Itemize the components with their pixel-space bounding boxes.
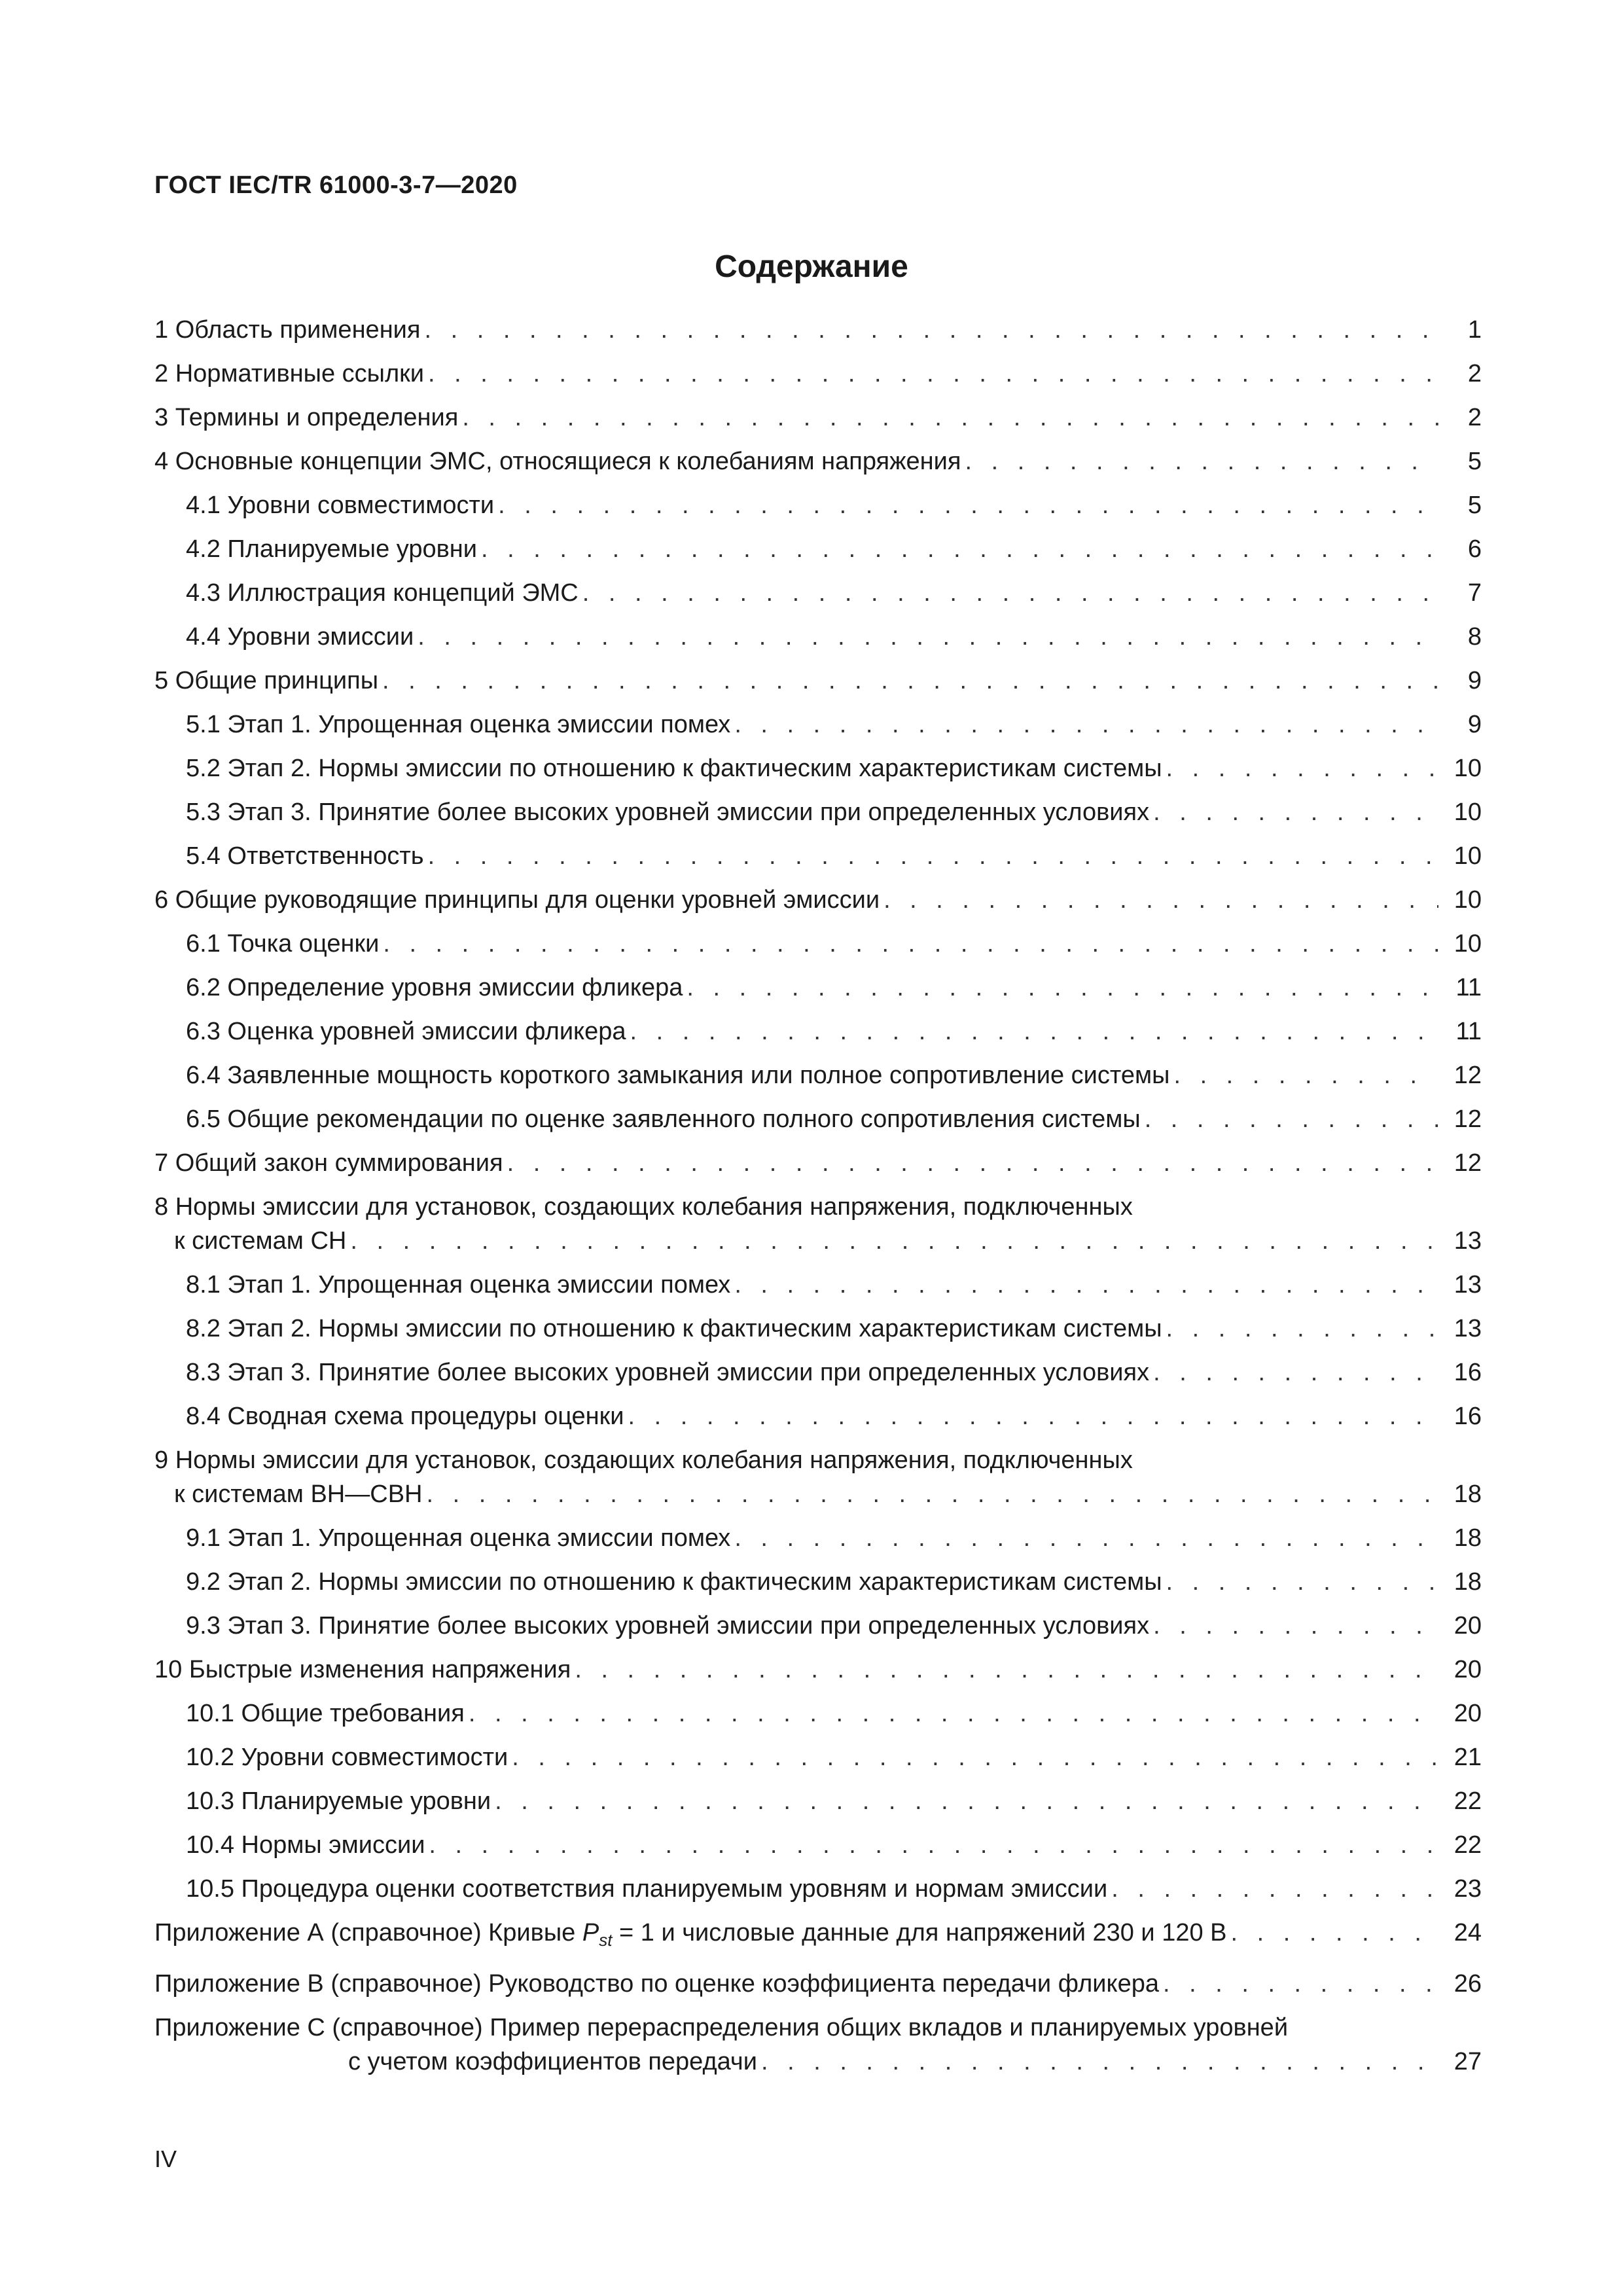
toc-page-number: 6	[1467, 535, 1482, 563]
toc-page-number: 10	[1454, 798, 1482, 826]
toc-entry-text: Приложение С (справочное) Пример перераспределения общих вкладов и планируемых уровней	[154, 2014, 1289, 2041]
toc-entry-text: 9.3 Этап 3. Принятие более высоких уровней эмиссии при определенных условиях	[186, 1612, 1150, 1640]
dot-leader	[1166, 751, 1438, 785]
dot-leader	[1153, 1609, 1438, 1643]
dot-leader	[350, 1224, 1438, 1258]
toc-entry[interactable]	[154, 927, 1482, 961]
page-number: IV	[154, 2145, 177, 2172]
toc-entry-text: 6.3 Оценка уровней эмиссии фликера	[186, 1018, 626, 1045]
dot-leader	[582, 576, 1438, 610]
toc-entry[interactable]	[154, 708, 1482, 742]
toc-entry-text: 6.5 Общие рекомендации по оценке заявленного полного сопротивления системы	[186, 1105, 1141, 1133]
toc-entry[interactable]	[154, 532, 1482, 566]
toc-entry[interactable]	[154, 971, 1482, 1005]
toc-entry-text: 7 Общий закон суммирования	[154, 1149, 503, 1177]
toc-page-number: 22	[1454, 1787, 1482, 1815]
toc-entry[interactable]	[154, 1443, 1482, 1511]
toc-entry-text: 9.2 Этап 2. Нормы эмиссии по отношению к фактическим характеристикам системы	[186, 1568, 1162, 1596]
dot-leader	[734, 1268, 1438, 1302]
dot-leader	[428, 357, 1438, 391]
toc-entry[interactable]	[154, 1355, 1482, 1390]
toc-entry-text: 3 Термины и определения	[154, 404, 459, 431]
toc-page-number: 24	[1454, 1919, 1482, 1946]
dot-leader	[462, 401, 1438, 435]
toc-entry[interactable]	[154, 1102, 1482, 1136]
toc-page-number: 13	[1454, 1315, 1482, 1342]
toc-page-number: 18	[1454, 1568, 1482, 1596]
dot-leader	[734, 1521, 1438, 1555]
document-code: ГОСТ IEC/TR 61000-3-7—2020	[154, 171, 518, 199]
toc-entry[interactable]	[154, 401, 1482, 435]
toc-page-number: 12	[1454, 1062, 1482, 1089]
toc-entry-text: 5.1 Этап 1. Упрощенная оценка эмиссии помех	[186, 711, 731, 738]
toc-entry-text: 2 Нормативные ссылки	[154, 360, 424, 387]
toc-title: Содержание	[715, 249, 908, 284]
toc-entry-text: 5 Общие принципы	[154, 667, 378, 694]
toc-entry[interactable]	[154, 1828, 1482, 1862]
dot-leader	[498, 488, 1438, 522]
toc-page-number: 12	[1454, 1149, 1482, 1177]
dot-leader	[512, 1740, 1438, 1774]
toc-page-number: 18	[1454, 1524, 1482, 1552]
toc-page-number: 11	[1455, 974, 1482, 1001]
table-of-contents	[154, 313, 1482, 2089]
toc-entry[interactable]	[154, 1399, 1482, 1433]
dot-leader	[883, 883, 1438, 917]
toc-page-number: 8	[1467, 623, 1482, 651]
toc-entry-text: 6.2 Определение уровня эмиссии фликера	[186, 974, 683, 1001]
toc-page-number: 5	[1467, 492, 1482, 519]
toc-entry[interactable]	[154, 444, 1482, 478]
toc-page-number: 7	[1467, 579, 1482, 607]
toc-entry[interactable]	[154, 620, 1482, 654]
toc-entry[interactable]	[154, 1014, 1482, 1049]
toc-page-number: 10	[1454, 930, 1482, 958]
toc-page-number: 10	[1454, 886, 1482, 914]
toc-entry[interactable]	[154, 1565, 1482, 1599]
toc-page-number: 1	[1467, 316, 1482, 344]
dot-leader	[1153, 1355, 1438, 1390]
dot-leader	[426, 1477, 1438, 1511]
dot-leader	[1153, 795, 1438, 829]
toc-page-number: 16	[1454, 1403, 1482, 1430]
toc-entry-text: 10.1 Общие требования	[186, 1700, 465, 1727]
dot-leader	[1231, 1916, 1438, 1950]
toc-entry[interactable]	[154, 576, 1482, 610]
toc-entry-text: 8.2 Этап 2. Нормы эмиссии по отношению к фактическим характеристикам системы	[186, 1315, 1162, 1342]
toc-entry-text: 8.3 Этап 3. Принятие более высоких уровней эмиссии при определенных условиях	[186, 1359, 1150, 1386]
dot-leader	[628, 1399, 1438, 1433]
toc-entry-text: 10.2 Уровни совместимости	[186, 1744, 508, 1771]
dot-leader	[424, 313, 1438, 347]
dot-leader	[382, 664, 1438, 698]
dot-leader	[495, 1784, 1438, 1818]
dot-leader	[687, 971, 1438, 1005]
toc-entry[interactable]	[154, 1058, 1482, 1092]
toc-entry[interactable]	[154, 1609, 1482, 1643]
toc-entry-text: 6.4 Заявленные мощность короткого замыкания или полное сопротивление системы	[186, 1062, 1170, 1089]
dot-leader	[575, 1653, 1438, 1687]
toc-entry[interactable]	[154, 1312, 1482, 1346]
toc-page-number: 22	[1454, 1831, 1482, 1859]
toc-entry-text: 4.4 Уровни эмиссии	[186, 623, 414, 651]
toc-entry-text: 4.3 Иллюстрация концепций ЭМС	[186, 579, 579, 607]
variable-p: P	[582, 1919, 599, 1946]
toc-entry[interactable]	[154, 313, 1482, 347]
toc-entry-text	[154, 1916, 1227, 1957]
toc-page-number: 23	[1454, 1875, 1482, 1903]
toc-page-number: 26	[1454, 1970, 1482, 1998]
toc-entry-text: 9 Нормы эмиссии для установок, создающих колебания напряжения, подключенных	[154, 1446, 1133, 1474]
toc-entry[interactable]	[154, 1784, 1482, 1818]
toc-entry[interactable]	[154, 1268, 1482, 1302]
toc-entry-text: 10.3 Планируемые уровни	[186, 1787, 491, 1815]
toc-page-number: 9	[1467, 667, 1482, 694]
dot-leader	[1166, 1312, 1438, 1346]
toc-entry[interactable]	[154, 1521, 1482, 1555]
toc-entry-text: Приложение В (справочное) Руководство по оценке коэффициента передачи фликера	[154, 1970, 1159, 1998]
dot-leader	[1166, 1565, 1438, 1599]
toc-entry-text: 10 Быстрые изменения напряжения	[154, 1656, 571, 1683]
toc-entry-text: 10.5 Процедура оценки соответствия планируемым уровням и нормам эмиссии	[186, 1875, 1108, 1903]
dot-leader	[428, 839, 1438, 873]
dot-leader	[1111, 1872, 1438, 1906]
toc-entry-text: 4.2 Планируемые уровни	[186, 535, 477, 563]
toc-entry[interactable]	[154, 751, 1482, 785]
toc-page-number: 11	[1455, 1018, 1482, 1045]
toc-page-number: 13	[1454, 1271, 1482, 1299]
toc-entry-appendix-b[interactable]	[154, 1967, 1482, 2001]
toc-entry-text: 8.1 Этап 1. Упрощенная оценка эмиссии помех	[186, 1271, 731, 1299]
toc-entry-appendix-c[interactable]	[154, 2011, 1482, 2079]
subscript-st: st	[599, 1930, 613, 1950]
toc-entry[interactable]	[154, 488, 1482, 522]
toc-entry[interactable]	[154, 1190, 1482, 1258]
toc-page-number: 9	[1467, 711, 1482, 738]
toc-page-number: 20	[1454, 1700, 1482, 1727]
toc-entry-text: 1 Область применения	[154, 316, 421, 344]
toc-entry[interactable]	[154, 839, 1482, 873]
toc-entry-appendix-a[interactable]	[154, 1916, 1482, 1957]
toc-page-number: 2	[1467, 360, 1482, 387]
dot-leader	[481, 532, 1438, 566]
toc-page-number: 13	[1454, 1227, 1482, 1255]
dot-leader	[761, 2045, 1438, 2079]
dot-leader	[1173, 1058, 1438, 1092]
toc-entry[interactable]	[154, 357, 1482, 391]
dot-leader	[1145, 1102, 1438, 1136]
toc-page-number: 21	[1454, 1744, 1482, 1771]
dot-leader	[1163, 1967, 1438, 2001]
toc-entry[interactable]	[154, 883, 1482, 917]
toc-entry[interactable]	[154, 1146, 1482, 1180]
toc-entry-text: 8 Нормы эмиссии для установок, создающих колебания напряжения, подключенных	[154, 1193, 1133, 1221]
toc-page-number: 10	[1454, 842, 1482, 870]
toc-entry[interactable]	[154, 1696, 1482, 1731]
toc-entry[interactable]	[154, 795, 1482, 829]
toc-entry[interactable]	[154, 664, 1482, 698]
dot-leader	[630, 1014, 1438, 1049]
dot-leader	[383, 927, 1438, 961]
toc-entry-text: 10.4 Нормы эмиссии	[186, 1831, 425, 1859]
toc-entry-text: 6.1 Точка оценки	[186, 930, 380, 958]
toc-entry-text: 5.4 Ответственность	[186, 842, 424, 870]
toc-page-number: 2	[1467, 404, 1482, 431]
dot-leader	[734, 708, 1438, 742]
toc-page-number: 20	[1454, 1656, 1482, 1683]
appendix-a-text-part2: = 1 и числовые данные для напряжений 230 и 120 В	[612, 1919, 1227, 1946]
toc-page-number: 10	[1454, 755, 1482, 782]
toc-entry-text: 5.3 Этап 3. Принятие более высоких уровней эмиссии при определенных условиях	[186, 798, 1150, 826]
toc-page-number: 27	[1454, 2048, 1482, 2075]
dot-leader	[507, 1146, 1438, 1180]
toc-entry-text-continued: к системам СН	[174, 1227, 347, 1255]
toc-page-number: 12	[1454, 1105, 1482, 1133]
toc-entry[interactable]	[154, 1872, 1482, 1906]
dot-leader	[469, 1696, 1438, 1731]
appendix-a-text-part1: Приложение А (справочное) Кривые	[154, 1919, 582, 1946]
toc-page-number: 5	[1467, 448, 1482, 475]
toc-page-number: 18	[1454, 1480, 1482, 1508]
toc-entry-text: 4 Основные концепции ЭМС, относящиеся к колебаниям напряжения	[154, 448, 961, 475]
toc-entry-text-continued: с учетом коэффициентов передачи	[348, 2048, 757, 2075]
dot-leader	[965, 444, 1438, 478]
toc-page-number: 20	[1454, 1612, 1482, 1640]
toc-entry-text: 4.1 Уровни совместимости	[186, 492, 495, 519]
toc-entry-text: 9.1 Этап 1. Упрощенная оценка эмиссии помех	[186, 1524, 731, 1552]
toc-page-number: 16	[1454, 1359, 1482, 1386]
toc-entry-text: 6 Общие руководящие принципы для оценки уровней эмиссии	[154, 886, 880, 914]
toc-entry[interactable]	[154, 1653, 1482, 1687]
toc-entry-text: 8.4 Сводная схема процедуры оценки	[186, 1403, 624, 1430]
toc-entry-text-continued: к системам ВН—СВН	[174, 1480, 423, 1508]
toc-entry[interactable]	[154, 1740, 1482, 1774]
dot-leader	[429, 1828, 1438, 1862]
toc-entry-text: 5.2 Этап 2. Нормы эмиссии по отношению к фактическим характеристикам системы	[186, 755, 1162, 782]
dot-leader	[418, 620, 1438, 654]
